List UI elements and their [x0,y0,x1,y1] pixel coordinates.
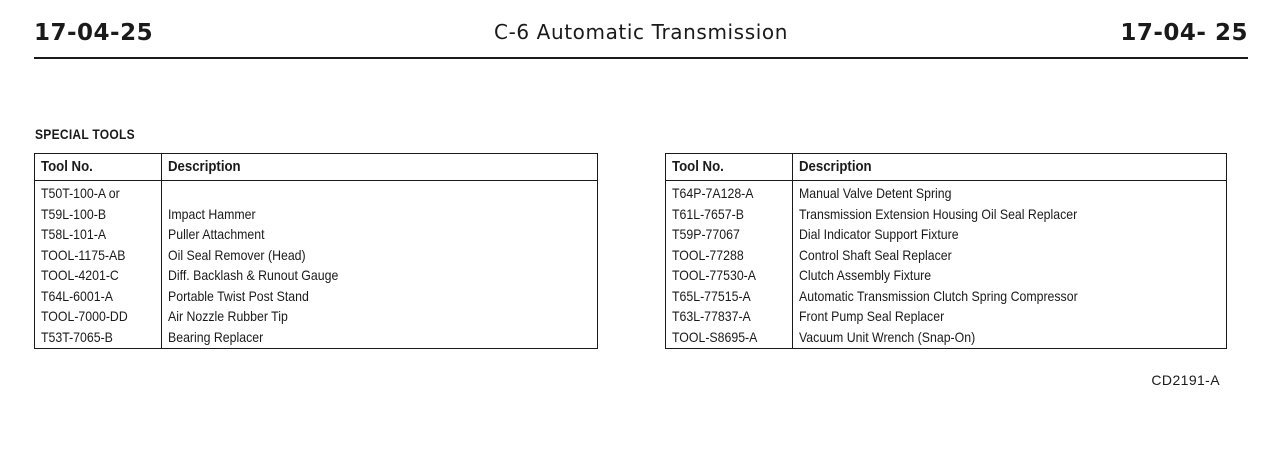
tool-number-cell: T53T-7065-B [35,327,162,349]
table-header-row [35,154,598,181]
table-row [666,245,1227,266]
column-header-description: Description [162,154,598,181]
tool-number-cell: T58L-101-A [35,224,162,245]
page-number-left: 17-04-25 [34,20,154,46]
page-header [34,18,1248,58]
table-row [666,286,1227,307]
header-rule [34,57,1248,59]
tool-number-cell: T64P-7A128-A [666,181,793,204]
description-cell: Puller Attachment [162,224,598,245]
table-row [35,181,598,204]
table-row [666,265,1227,286]
table-row [35,286,598,307]
table-row [35,306,598,327]
tool-number-cell: T65L-77515-A [666,286,793,307]
description-cell: Vacuum Unit Wrench (Snap-On) [793,327,1227,349]
column-header-tool-no: Tool No. [666,154,793,181]
table-row [35,327,598,349]
description-cell: Air Nozzle Rubber Tip [162,306,598,327]
page-number-right: 17-04- 25 [1120,20,1248,46]
table-row [35,204,598,225]
tool-number-cell: TOOL-4201-C [35,265,162,286]
tool-number-cell: T64L-6001-A [35,286,162,307]
table-row [35,224,598,245]
tool-number-cell: TOOL-S8695-A [666,327,793,349]
table-row [666,204,1227,225]
tool-number-cell: T59L-100-B [35,204,162,225]
description-cell: Bearing Replacer [162,327,598,349]
tool-number-cell: TOOL-1175-AB [35,245,162,266]
table-header-row [666,154,1227,181]
special-tools-table-right [665,153,1227,349]
section-title: SPECIAL TOOLS [35,126,135,142]
description-cell: Front Pump Seal Replacer [793,306,1227,327]
table-row [666,224,1227,245]
description-cell: Transmission Extension Housing Oil Seal Replacer [793,204,1227,225]
tool-number-cell: TOOL-7000-DD [35,306,162,327]
description-cell: Dial Indicator Support Fixture [793,224,1227,245]
tool-number-cell: T59P-77067 [666,224,793,245]
description-cell: Impact Hammer [162,204,598,225]
description-cell: Control Shaft Seal Replacer [793,245,1227,266]
figure-code: CD2191-A [1151,372,1220,388]
description-cell: Diff. Backlash & Runout Gauge [162,265,598,286]
special-tools-table-left [34,153,598,349]
tool-number-cell: T63L-77837-A [666,306,793,327]
description-cell: Manual Valve Detent Spring [793,181,1227,204]
tool-number-cell: T50T-100-A or [35,181,162,204]
tool-number-cell: TOOL-77530-A [666,265,793,286]
table-row [666,181,1227,204]
description-cell: Oil Seal Remover (Head) [162,245,598,266]
tool-number-cell: T61L-7657-B [666,204,793,225]
tool-number-cell: TOOL-77288 [666,245,793,266]
column-header-description: Description [793,154,1227,181]
table-row [666,327,1227,349]
description-cell [162,181,598,204]
page-title: C-6 Automatic Transmission [494,20,788,44]
table-row [666,306,1227,327]
column-header-tool-no: Tool No. [35,154,162,181]
description-cell: Clutch Assembly Fixture [793,265,1227,286]
description-cell: Portable Twist Post Stand [162,286,598,307]
table-row [35,265,598,286]
table-row [35,245,598,266]
description-cell: Automatic Transmission Clutch Spring Compressor [793,286,1227,307]
